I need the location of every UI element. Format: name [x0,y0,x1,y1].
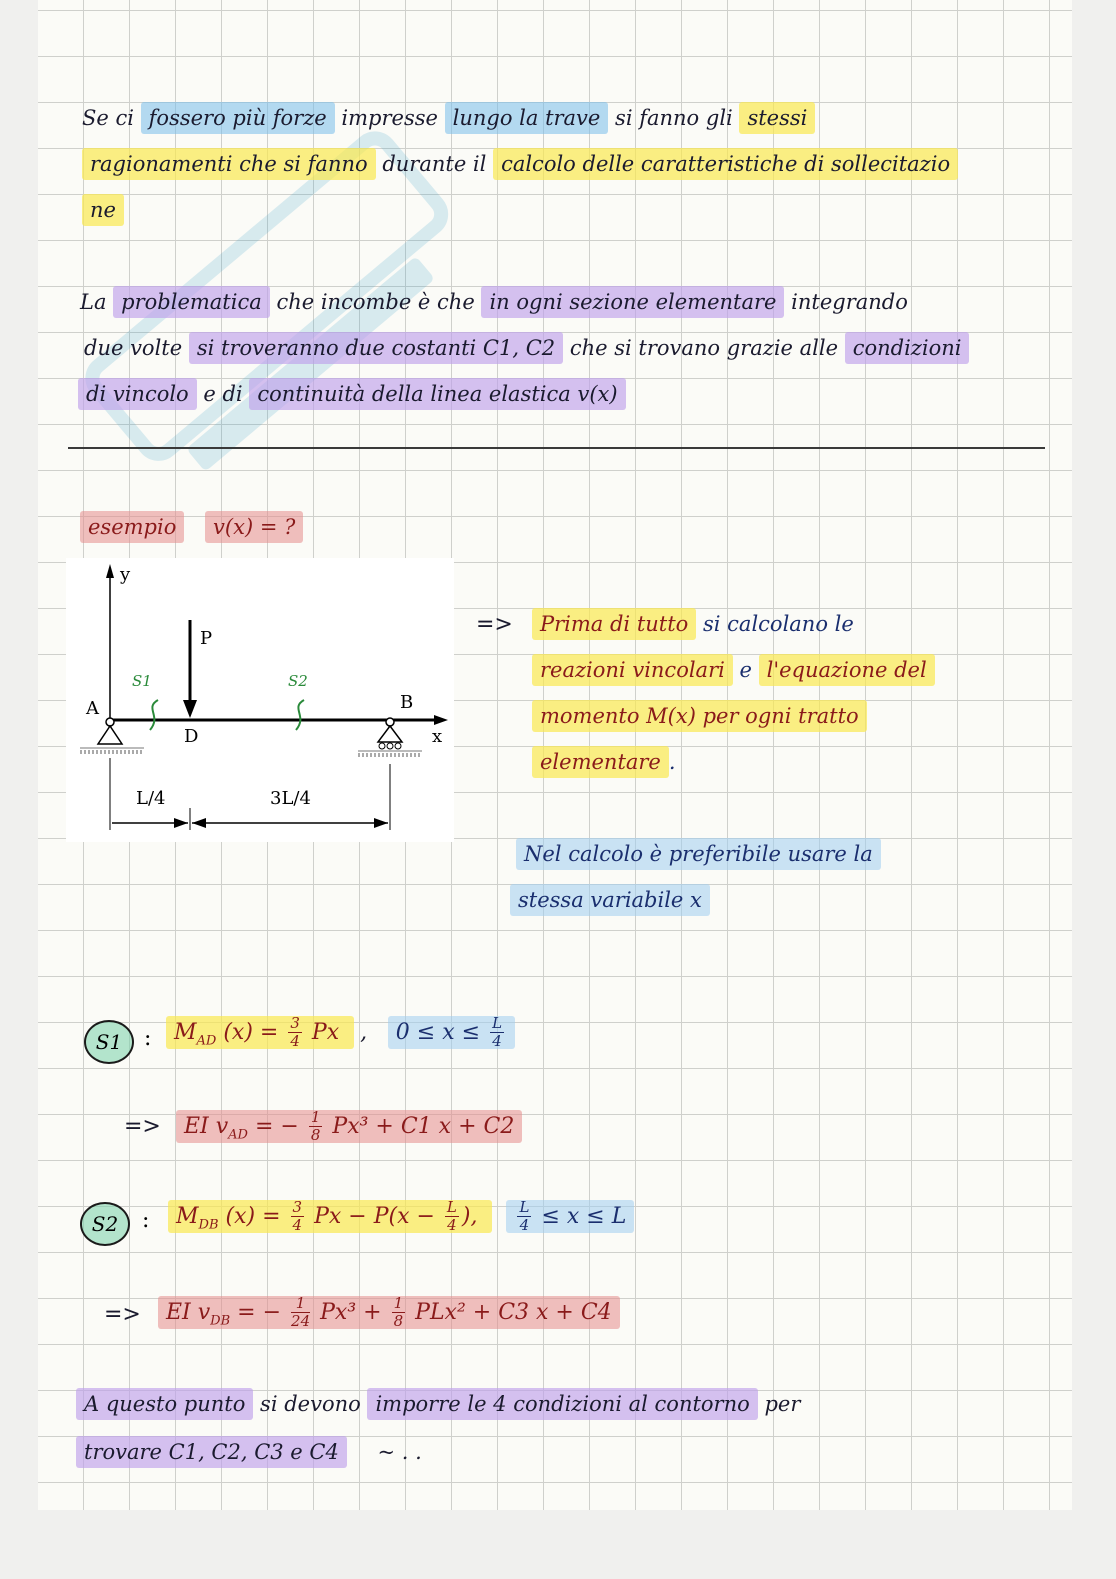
m2-coef-num: 3 [292,1198,303,1216]
ei1-frac [309,1110,323,1143]
p1-hl-forces: fossero più forze [141,102,335,134]
p1-text-b: impresse [341,106,438,130]
r2-right: ≤ x ≤ L [541,1203,627,1229]
note1-text-a: si calcolano le [703,612,854,636]
m2-inner-den: 4 [447,1216,457,1234]
m1-sub: AD [196,1032,217,1048]
section1-moment-expr [166,1016,354,1049]
ei1-num: 1 [310,1108,321,1126]
section1-colon: : [144,1026,152,1051]
closing-text-b: per [764,1392,801,1416]
m1-coef-num: 3 [290,1014,300,1032]
p1-hl-reasoning: ragionamenti che si fanno [82,148,376,180]
section2-tag: S2 [80,1202,130,1246]
p2-hl-conditions: condizioni [845,332,970,364]
example-label: esempio [80,511,184,543]
p1-hl-beam: lungo la trave [445,102,609,134]
closing-hl-conditions: imporre le 4 condizioni al contorno [367,1388,757,1420]
closing-hl-find: trovare C1, C2, C3 e C4 [76,1436,347,1468]
section1-ei [176,1110,522,1143]
paragraph2-line3 [78,382,626,406]
section1-moment: $M_{AD}$ (x) = $\frac{3}{4}$ Px , 0 ≤ x ≤ $\frac{L}{4}$ [166,1016,515,1049]
m1-coef [288,1016,302,1049]
ei2-mid: Px³ + [320,1299,382,1325]
point-b-label: B [400,692,414,713]
p2-text-d: due volte [84,336,183,360]
p1-text-d: durante il [382,152,487,176]
p1-hl-same: stessi [739,102,815,134]
m2-arg: (x) = [225,1203,281,1229]
r2-den: 4 [519,1216,530,1234]
ei2-lhs: EI v [166,1299,211,1325]
m1-arg: (x) = [223,1019,279,1045]
note2-line1 [516,842,881,866]
closing-hl-point: A questo punto [76,1388,253,1420]
closing-text-a: si devono [260,1392,361,1416]
point-a-label: A [86,698,99,719]
dim-3l4-label: 3L/4 [270,788,311,809]
m2-inner [445,1200,459,1233]
ei1-rhs: Px³ + C1 x + C2 [332,1113,515,1139]
p1-text-c: si fanno gli [615,106,733,130]
section2-colon: : [142,1208,150,1233]
r2-num: L [519,1198,530,1216]
note1-hl-elementary: elementare [532,746,669,778]
section2-ei-expr [158,1296,620,1329]
closing-line2 [76,1440,422,1464]
note1-arrow: => [476,612,513,637]
note1-line1 [532,612,854,636]
paragraph2-line1 [80,290,908,314]
example-heading [80,515,303,539]
note1-hl-first: Prima di tutto [532,608,696,640]
section2-moment-expr [168,1200,492,1233]
r1-frac [490,1016,504,1049]
note1-line2 [532,658,935,682]
section1-ei-expr [176,1110,522,1143]
m1-rhs: Px [311,1019,340,1045]
m1-coef-den: 4 [290,1032,300,1050]
p2-text-a: La [80,290,107,314]
ei1-sub: AD [228,1126,248,1142]
section1-eq-arrow: => [124,1114,161,1139]
p2-hl-constraint: di vincolo [78,378,197,410]
note2-hl-line2: stessa variabile x [510,884,710,916]
ei1-lhs: EI v [184,1113,229,1139]
m1-lhs: M [174,1019,197,1045]
m2-mid: Px − P(x − [314,1203,435,1229]
point-d-label: D [184,726,199,747]
p2-hl-problem: problematica [113,286,270,318]
r2-frac [517,1200,531,1233]
section2-label: S2 [288,672,308,690]
r1-left: 0 ≤ x ≤ [395,1019,481,1045]
note1-hl-reactions: reazioni vincolari [532,654,733,686]
note1-period: . [668,750,676,774]
y-axis-label: y [120,564,131,585]
ei1-eq: = − [254,1113,299,1139]
p2-text-c: integrando [791,290,908,314]
ei2-den1: 24 [291,1312,311,1330]
paragraph1-line2 [82,152,958,176]
m2-coef [291,1200,305,1233]
example-question: v(x) = ? [205,511,303,543]
note1-text-b: e [739,658,752,682]
p2-text-f: e di [203,382,243,406]
m2-lhs: M [176,1203,199,1229]
m2-coef-den: 4 [292,1216,303,1234]
section1-tag: S1 [84,1020,134,1064]
section2-moment [168,1200,634,1233]
page-margin [38,1510,1072,1579]
dim-l4-label: L/4 [136,788,166,809]
ei2-frac2 [392,1296,406,1329]
section1-range [388,1016,515,1049]
note1-line3 [532,704,867,728]
ei2-den2: 8 [393,1312,404,1330]
x-axis-label: x [432,726,443,747]
m2-end: ), [461,1203,478,1229]
beam-diagram [66,558,454,842]
p2-hl-continuity: continuità della linea elastica v(x) [249,378,625,410]
p2-text-b: che incombe è che [276,290,475,314]
m2-inner-num: L [446,1198,457,1216]
p1-text-a: Se ci [82,106,134,130]
ei2-eq: = − [237,1299,282,1325]
ei2-frac1 [291,1296,310,1329]
ei1-den: 8 [310,1126,321,1144]
paragraph2-line2 [84,336,969,360]
ei2-rhs: PLx² + C3 x + C4 [415,1299,612,1325]
note1-hl-moment: momento M(x) per ogni tratto [532,700,867,732]
load-label: P [200,628,213,649]
section-divider [68,447,1045,449]
ei2-num1: 1 [291,1296,310,1313]
paragraph1-line1 [82,106,815,130]
closing-tail: ~ . . [377,1440,422,1464]
p1-hl-ne: ne [82,194,124,226]
m2-sub: DB [198,1216,219,1232]
p1-hl-calc: calcolo delle caratteristiche di sollecitazio [493,148,958,180]
p2-hl-constants: si troveranno due costanti C1, C2 [189,332,563,364]
section2-range [506,1200,634,1233]
section1-label: S1 [132,672,152,690]
p2-hl-section: in ogni sezione elementare [481,286,784,318]
paragraph1-line3 [82,198,124,222]
p2-text-e: che si trovano grazie alle [569,336,839,360]
note1-hl-equation: l'equazione del [759,654,935,686]
beam-svg [66,558,454,842]
note2-line2 [510,888,710,912]
r1-den: 4 [492,1032,502,1050]
section2-eq-arrow: => [104,1302,141,1327]
r1-num: L [492,1014,503,1032]
ei2-num2: 1 [393,1294,404,1312]
ei2-sub: DB [210,1312,231,1328]
note1-line4 [532,750,676,774]
note2-hl-line1: Nel calcolo è preferibile usare la [516,838,881,870]
closing-line1 [76,1392,800,1416]
section2-ei [158,1296,620,1329]
